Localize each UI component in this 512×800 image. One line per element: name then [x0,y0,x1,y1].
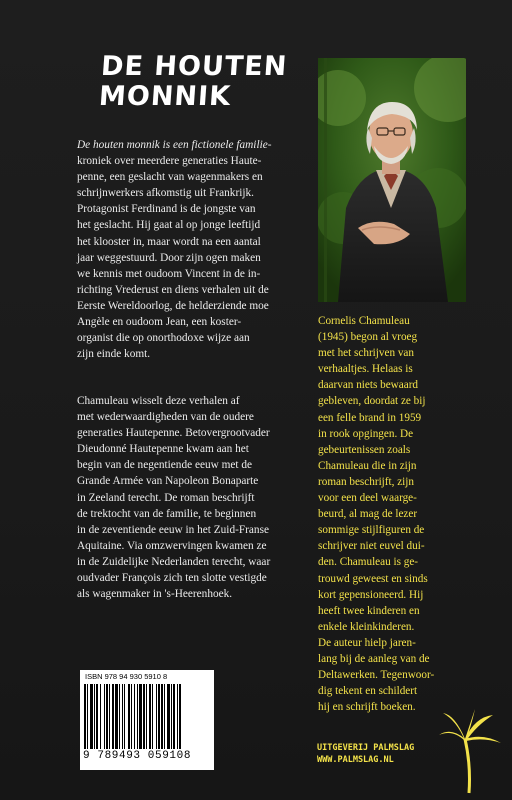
bio-line: sommige stijlfiguren de [318,524,425,537]
barcode-bars [84,684,210,749]
bio-line: (1945) begon al vroeg [318,331,418,344]
synopsis-line: oudvader François zich ten slotte vestigde [77,572,267,585]
synopsis-line: het klooster in, maar wordt na een aantal [77,235,261,248]
synopsis-line: richting Vrederust en diens verhalen uit de [77,283,269,296]
isbn-digits: 9 789493 059108 [83,750,192,762]
synopsis-line: in de Zuidelijke Nederlanden terecht, waar [77,555,271,568]
bio-line: in rook opgingen. De [318,427,414,440]
synopsis-line: Grande Armée van Napoleon Bonaparte [77,475,259,488]
bio-line: een felle brand in 1959 [318,411,422,424]
synopsis-paragraph-1 [77,137,312,362]
synopsis-line: in Zeeland terecht. De roman beschrijft [77,491,255,504]
bio-line: voor een deel waarge- [318,492,417,505]
bio-line: gebleven, doordat ze bij [318,395,426,408]
synopsis-line: penne, een geslacht van wagenmakers en [77,171,263,184]
synopsis-line: de trektocht van de familie, te beginnen [77,507,257,520]
synopsis-line: Protagonist Ferdinand is de jongste van [77,203,256,216]
author-photo [318,58,466,302]
synopsis-paragraph-2 [77,393,312,602]
isbn-barcode [80,670,214,770]
synopsis-line: De houten monnik is een fictionele familie- [77,139,272,151]
synopsis-line: Chamuleau wisselt deze verhalen af [77,395,240,407]
synopsis-line: Angèle en oudoom Jean, een koster- [77,316,242,329]
publisher-info [317,742,414,766]
bio-line: lang bij de aanleg van de [318,652,430,665]
book-title [98,52,302,112]
bio-line: heeft twee kinderen en [318,604,420,617]
bio-line: roman beschrijft, zijn [318,475,414,488]
bio-line: enkele kleinkinderen. [318,620,415,633]
publisher-name: UITGEVERIJ PALMSLAG [317,743,415,753]
bio-line: den. Chamuleau is ge- [318,556,419,569]
synopsis-line: kroniek over meerdere generaties Haute- [77,155,262,168]
synopsis-line: jaar weggestuurd. Door zijn ogen maken [77,251,261,264]
synopsis-line: begin van de negentiende eeuw met de [77,459,253,472]
bio-line: Chamuleau die in zijn [318,459,417,472]
bio-line: met het schrijven van [318,347,414,360]
author-biography [318,313,468,715]
synopsis-line: we kennis met oudoom Vincent in de in- [77,267,261,280]
synopsis-line: zijn einde komt. [77,348,151,361]
bio-line: kort gepensioneerd. Hij [318,588,424,601]
synopsis-line: als wagenmaker in 's-Heerenhoek. [77,588,233,601]
isbn-label: ISBN 978 94 930 5910 8 [85,672,168,681]
bio-line: daarvan niets bewaard [318,379,419,392]
synopsis-line: Eerste Wereldoorlog, de helderziende moe [77,299,269,312]
bio-line: De auteur hielp jaren- [318,636,416,649]
publisher-url: WWW.PALMSLAG.NL [317,755,394,765]
synopsis-line: Dieudonné Hautepenne kwam aan het [77,443,249,456]
synopsis-line: met wederwaardigheden van de oudere [77,411,254,424]
palm-tree-logo-icon [435,705,505,795]
bio-line: dig tekent en schildert [318,685,418,698]
bio-line: Cornelis Chamuleau [318,315,410,327]
bio-line: schrijver niet euvel dui- [318,540,425,553]
synopsis-line: schrijnwerkers afkomstig uit Frankrijk. [77,187,254,200]
title-line-1: DE HOUTEN [100,51,289,82]
synopsis-line: organist die op onorthodoxe wijze aan [77,332,250,345]
bio-line: beurd, al mag de lezer [318,508,418,521]
bio-line: hij en schrijft boeken. [318,701,416,714]
synopsis-line: het geslacht. Hij gaat al op jonge leeftijd [77,219,261,232]
bio-line: gebeurtenissen zoals [318,443,411,456]
bio-line: Deltawerken. Tegenwoor- [318,669,435,682]
synopsis-line: generaties Hautepenne. Betovergrootvader [77,427,270,440]
synopsis-line: in de zeventiende eeuw in het Zuid-Franse [77,523,269,536]
title-line-2: MONNIK [97,81,233,112]
bio-line: trouwd geweest en sinds [318,572,428,585]
synopsis-line: Aquitaine. Via omzwervingen kwamen ze [77,539,267,552]
bio-line: verhaaltjes. Helaas is [318,363,413,376]
